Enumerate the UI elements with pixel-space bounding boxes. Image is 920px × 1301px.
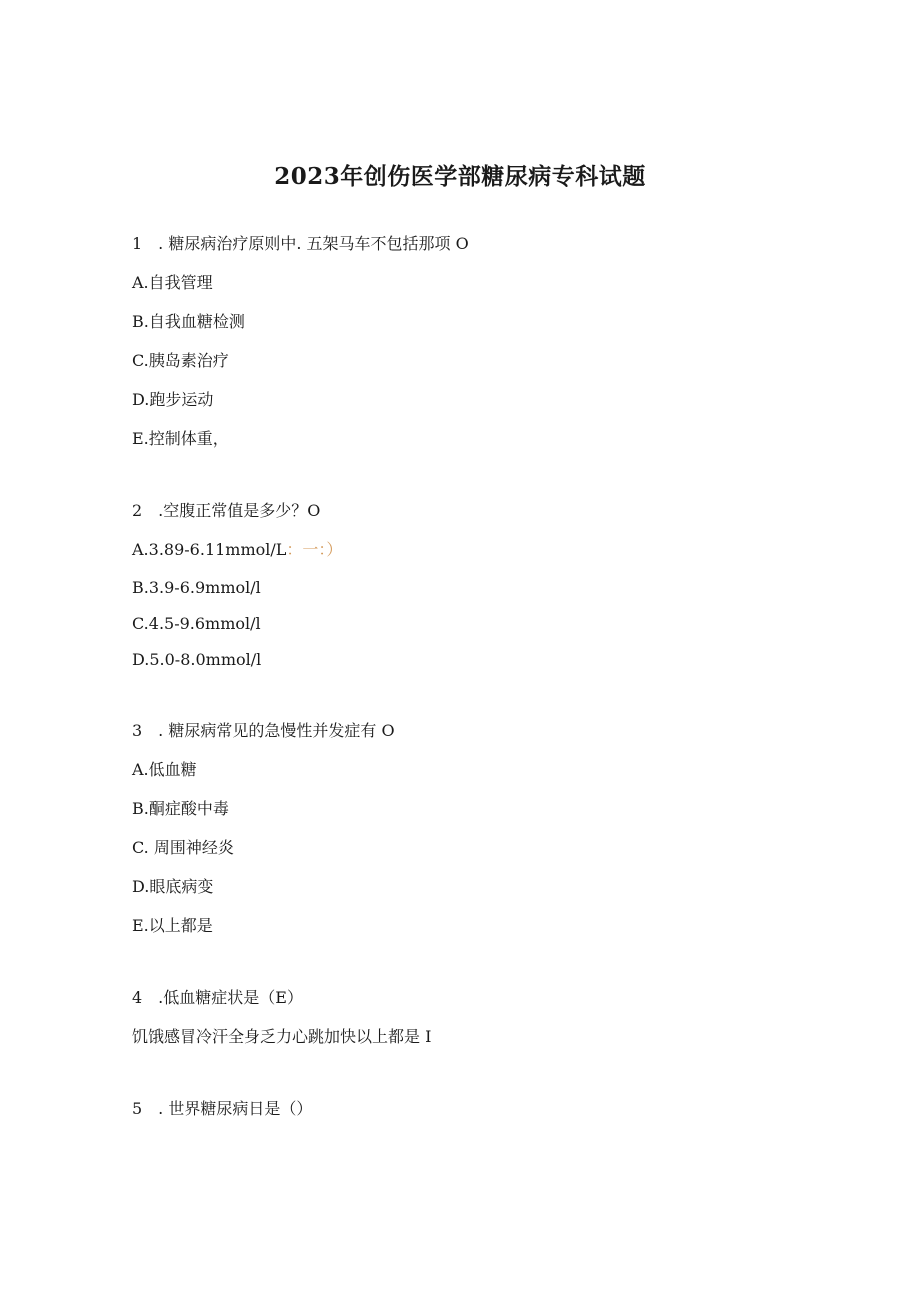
question-1-option-e: E.控制体重， bbox=[132, 429, 229, 448]
question-3-option-c: C. 周围神经炎 bbox=[132, 838, 234, 857]
question-4-answer-line: 饥饿感冒冷汗全身乏力心跳加快以上都是 I bbox=[132, 1027, 432, 1046]
question-4-stem: 4 .低血糖症状是（E） bbox=[132, 988, 303, 1007]
question-2-option-c: C.4.5-9.6mmol/l bbox=[132, 614, 261, 633]
question-1-option-c: C.胰岛素治疗 bbox=[132, 351, 229, 370]
question-1-option-a: A.自我管理 bbox=[132, 273, 213, 292]
question-1-option-b: B.自我血糖检测 bbox=[132, 312, 245, 331]
question-3-option-e: E.以上都是 bbox=[132, 916, 213, 935]
question-5-stem: 5 . 世界糖尿病日是（） bbox=[132, 1099, 313, 1118]
question-3-option-b: B.酮症酸中毒 bbox=[132, 799, 229, 818]
question-1-stem: 1 . 糖尿病治疗原则中. 五架马车不包括那项 O bbox=[132, 234, 469, 253]
question-2-option-a: A.3.89-6.11mmol/L bbox=[132, 540, 287, 559]
page-title: 2023年创伤医学部糖尿病专科试题 bbox=[274, 163, 646, 190]
question-2-option-d: D.5.0-8.0mmol/l bbox=[132, 650, 262, 669]
question-2-option-b: B.3.9-6.9mmol/l bbox=[132, 578, 261, 597]
question-2-option-a-row bbox=[132, 540, 342, 560]
question-3-option-a: A.低血糖 bbox=[132, 760, 197, 779]
question-1-option-d: D.跑步运动 bbox=[132, 390, 214, 409]
question-3-stem: 3 . 糖尿病常见的急慢性并发症有 O bbox=[132, 721, 395, 740]
question-2-option-a-mark: ：一：） bbox=[286, 540, 343, 559]
question-2-stem: 2 .空腹正常值是多少？O bbox=[132, 501, 321, 520]
question-3-option-d: D.眼底病变 bbox=[132, 877, 214, 896]
